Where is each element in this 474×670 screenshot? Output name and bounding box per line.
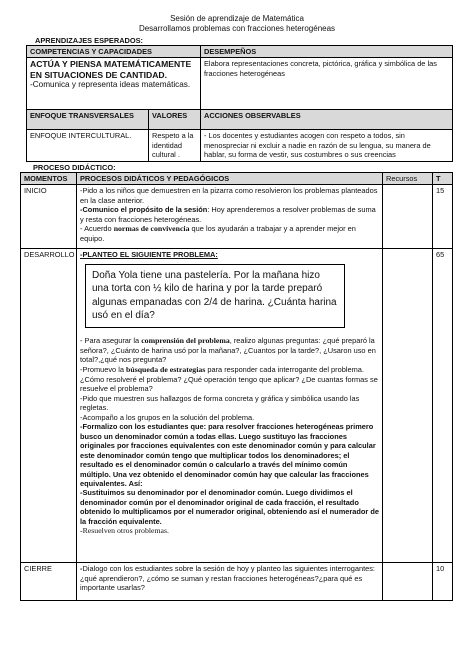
comprension-text: , realizo algunas preguntas: ¿qué preparó la señora?, ¿Cuánto de harina usó por la mañana?, ¿Cuantos por la tarde?, ¿Usaron uso en total?,¿qué nos pregunta?	[80, 335, 376, 365]
aprendizajes-label: APRENDIZAJES ESPERADOS:	[35, 36, 144, 45]
normas-bold: normas de convivencia	[113, 224, 190, 234]
desarrollo-time: 65	[433, 249, 453, 563]
competencia-title: ACTÚA Y PIENSA MATEMÁTICAMENTE EN SITUACIONES DE CANTIDAD.	[30, 59, 192, 80]
busqueda-bold: búsqueda de estrategias	[126, 364, 206, 374]
inicio-line-2	[80, 205, 379, 224]
resuelven-para: -Resuelven otros problemas.	[80, 526, 169, 536]
inicio-line-1: -Pido a los niños que demuestren en la pizarra como resolvieron los problemas planteados en la clase anterior.	[80, 186, 378, 205]
accion-cell: - Los docentes y estudiantes acogen con respeto a todos, sin menospreciar ni excluir a nadie en razón de su lengua, su manera de hablar, su forma de vestir, sus costumbres o sus creencias	[201, 130, 453, 161]
desarrollo-momento: DESARROLLO	[21, 249, 77, 563]
cierre-row	[21, 563, 453, 601]
aprendizajes-table	[26, 45, 453, 162]
cierre-recursos	[383, 563, 433, 601]
inicio-row	[21, 185, 453, 249]
col-recursos-header: Recursos	[383, 173, 433, 185]
session-title: Sesión de aprendizaje de Matemática	[170, 14, 304, 23]
inicio-time: 15	[433, 185, 453, 249]
inicio-momento: INICIO	[21, 185, 77, 249]
acuerdo-text: que los ayudarán a trabajar y a aprender mejor en equipo.	[80, 224, 356, 244]
sustituimos-para: -Sustituimos su denominador por el denominador común. Luego dividimos el denominador común por el denominador original de cada fracción, el resultado obtenido lo multiplicamos por el numerador original, obteniendo así el numerador de la fracción equivalente.	[80, 488, 379, 526]
acuerdo-prefix: - Acuerdo	[80, 224, 114, 234]
inicio-line-3	[80, 224, 379, 243]
proceso-label: PROCESO DIDÁCTICO:	[33, 163, 116, 172]
busqueda-para	[80, 365, 379, 394]
col-enfoques-header: ENFOQUE TRANSVERSALES	[27, 110, 149, 130]
col-momentos-header: MOMENTOS	[21, 173, 77, 185]
cierre-time: 10	[433, 563, 453, 601]
document-header	[0, 14, 474, 35]
col-acciones-header: ACCIONES OBSERVABLES	[201, 110, 453, 130]
inicio-procesos	[77, 185, 383, 249]
cierre-procesos	[77, 563, 383, 601]
desarrollo-row	[21, 249, 453, 563]
regletas-para: -Pido que muestren sus hallazgos de forma concreta y gráfica y simbólica usando las regletas.	[80, 393, 360, 413]
formalizo-para	[80, 422, 379, 488]
capacidad-text: -Comunica y representa ideas matemáticas.	[30, 80, 191, 90]
comprension-bold: comprensión del problema	[141, 335, 230, 345]
desempeno-cell: Elabora representaciones concreta, pictórica, gráfica y simbólica de las fracciones heterogéneas	[201, 58, 453, 110]
cierre-dash: -	[80, 564, 83, 574]
session-subtitle: Desarrollamos problemas con fracciones heterogéneas	[138, 24, 336, 34]
problem-box: Doña Yola tiene una pastelería. Por la mañana hizo una torta con ½ kilo de harina y por la tarde preparó algunas empanadas con 2/4 de harina. ¿Cuánta harina usó en el día?	[85, 264, 345, 328]
proposito-text: : Hoy aprenderemos a resolver problemas de suma y resta con fracciones heterogéneas.	[80, 205, 376, 224]
cierre-text: Dialogo con los estudiantes sobre la sesión de hoy y planteo las siguientes interrogantes: ¿qué aprendieron?, ¿cómo se suman y restan fracciones heterogéneas?¿para qué es importante usarlas?	[80, 564, 375, 593]
proposito-bold: -Comunico el propósito de la sesión	[80, 205, 208, 215]
busqueda-text: para responder cada interrogante del problema. ¿Cómo resolveré el problema? ¿Qué operación tengo que aplicar? ¿De cuantas formas se resuelve el problema?	[80, 364, 378, 394]
col-valores-header: VALORES	[149, 110, 201, 130]
desarrollo-procesos	[77, 249, 383, 563]
col-competencias-header: COMPETENCIAS Y CAPACIDADES	[27, 46, 201, 58]
acompano-para: -Acompaño a los grupos en la solución del problema.	[80, 412, 255, 422]
proceso-table	[20, 172, 453, 601]
competencia-cell	[27, 58, 201, 110]
busqueda-prefix: -Promuevo la	[80, 364, 127, 374]
col-procesos-header: PROCESOS DIDÁTICOS Y PEDAGÓGICOS	[77, 173, 383, 185]
planteo-heading: -PLANTEO EL SIGUIENTE PROBLEMA:	[80, 250, 218, 260]
col-t-header: T	[433, 173, 453, 185]
desarrollo-recursos	[383, 249, 433, 563]
inicio-recursos	[383, 185, 433, 249]
enfoque-cell: ENFOQUE INTERCULTURAL.	[27, 130, 149, 161]
formalizo-label: -Formalizo	[80, 422, 118, 432]
formalizo-text: con los estudiantes que: para resolver fracciones heterogéneas primero busco un denominador común a todas ellas. Luego sustituyo las fracciones originales por fracciones equivalentes con este denominador común y para calcular este denominador común tengo que multiplicar todos los denominadores; el resultado es el denominador común o calcularlo a través del mínimo común múltiplo. Una vez obtenido el denominador común hay que calcular las fracciones equivalentes. Así:	[80, 422, 376, 488]
comprension-prefix: - Para asegurar la	[80, 335, 142, 345]
col-desempenos-header: DESEMPEÑOS	[201, 46, 453, 58]
comprension-para	[80, 336, 379, 365]
cierre-momento: CIERRE	[21, 563, 77, 601]
valor-cell: Respeto a la identidad cultural .	[149, 130, 201, 161]
